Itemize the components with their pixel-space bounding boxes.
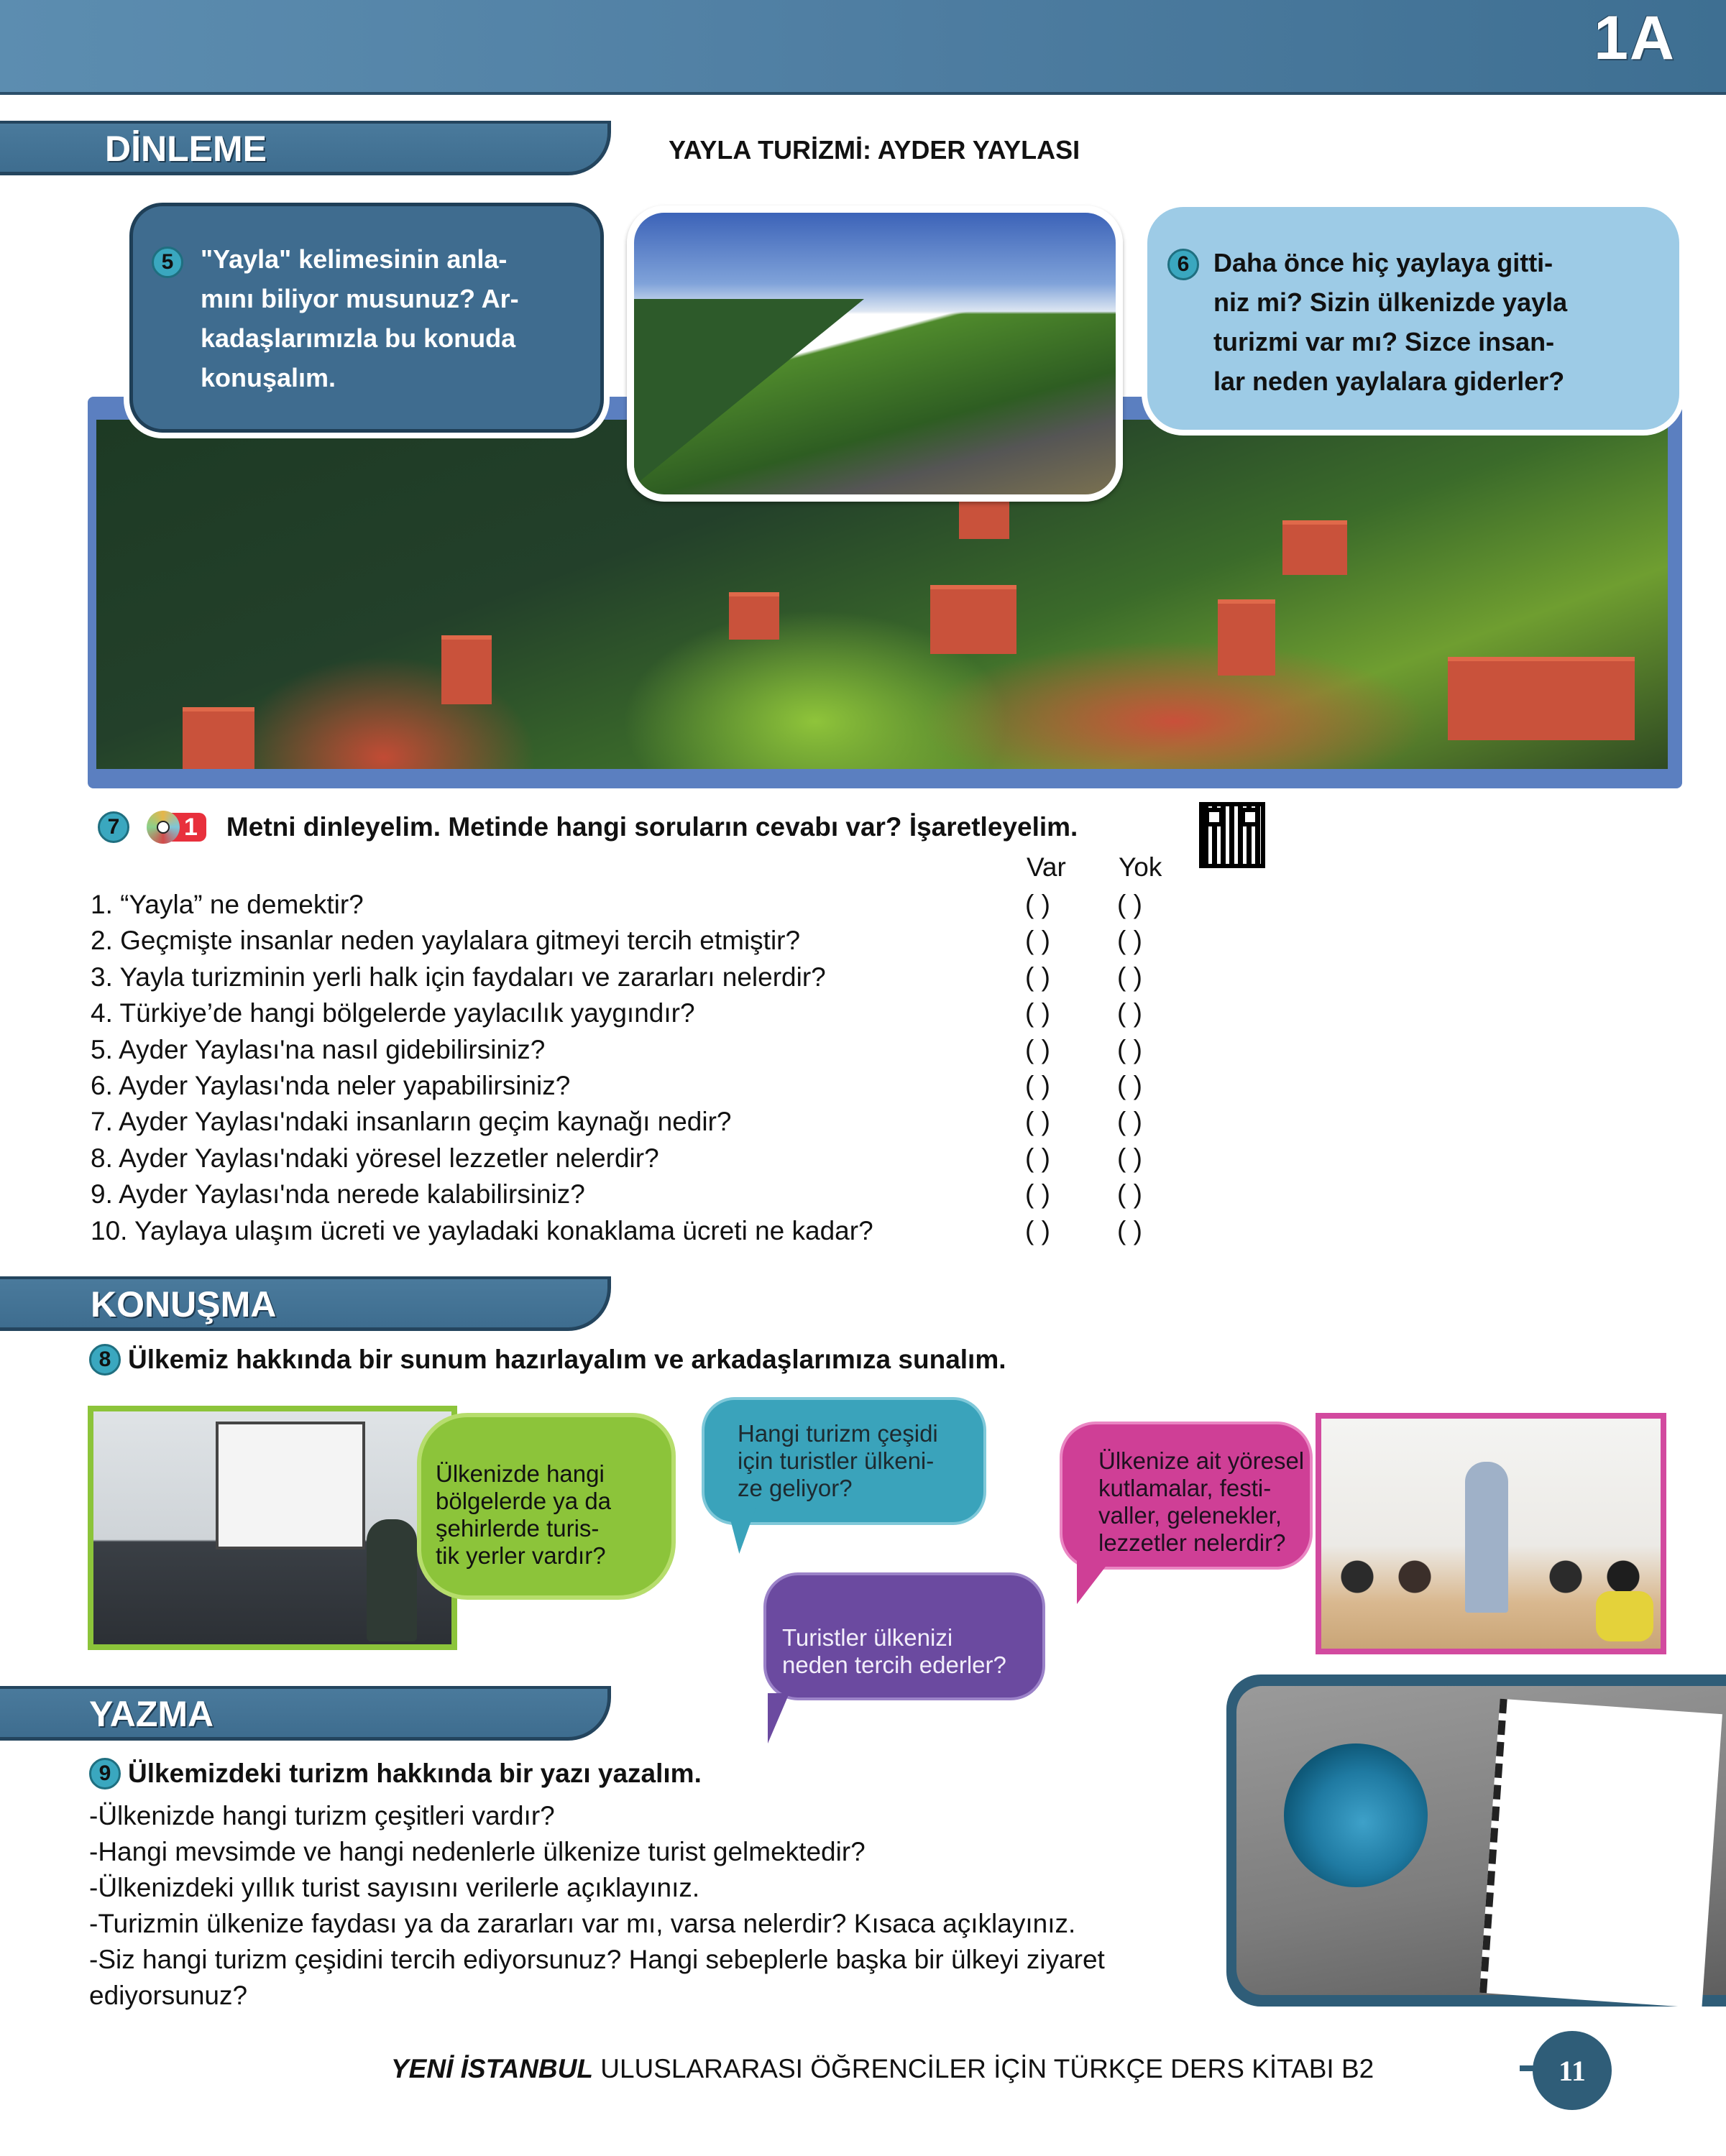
question-text: 4. Türkiye’de hangi bölgelerde yaylacılık yaygındır? (91, 998, 695, 1028)
writing-prompt-list (89, 1798, 1211, 2014)
section-title-speaking: KONUŞMA (91, 1284, 277, 1325)
checkbox-yok[interactable]: ( ) (1117, 998, 1142, 1028)
question-row (91, 959, 1212, 995)
writing-prompt: -Ülkenizdeki yıllık turist sayısını verilerle açıklayınız. (89, 1873, 700, 1902)
speech-bubble-teal (702, 1397, 986, 1525)
listening-subtitle: YAYLA TURİZMİ: AYDER YAYLASI (669, 135, 1080, 165)
question-text: 5. Ayder Yaylası'na nasıl gidebilirsiniz? (91, 1034, 546, 1064)
section-tab-writing (0, 1686, 611, 1741)
question-row (91, 1032, 1212, 1068)
checkbox-yok[interactable]: ( ) (1117, 1070, 1142, 1100)
checkbox-yok[interactable]: ( ) (1117, 1034, 1142, 1064)
checkbox-var[interactable]: ( ) (1025, 1107, 1050, 1137)
exercise-9-instruction: Ülkemizdeki turizm hakkında bir yazı yazalım. (128, 1759, 702, 1788)
checkbox-var[interactable]: ( ) (1025, 1034, 1050, 1064)
presentation-classroom-photo (88, 1406, 457, 1650)
cd-audio-icon (147, 811, 180, 844)
writing-prompt: -Turizmin ülkenize faydası ya da zararları var mı, varsa nelerdir? Kısaca açıklayınız. (89, 1909, 1076, 1938)
bubble-text: Ülkenizde hangi bölgelerde ya da şehirlerde turis- tik yerler vardır? (436, 1460, 612, 1569)
question-text: 8. Ayder Yaylası'ndaki yöresel lezzetler nelerdir? (91, 1143, 659, 1173)
question-row (91, 887, 1212, 923)
house-shape (1282, 520, 1347, 575)
speech-bubble-purple (763, 1572, 1045, 1700)
writing-prompt: -Hangi mevsimde ve hangi nedenlerle ülkenize turist gelmektedir? (89, 1837, 866, 1866)
checkbox-yok[interactable]: ( ) (1117, 890, 1142, 919)
house-shape (729, 592, 779, 640)
question-text: 9. Ayder Yaylası'nda nerede kalabilirsiniz? (91, 1179, 585, 1210)
house-shape (441, 635, 492, 704)
speech-bubble-pink (1060, 1422, 1313, 1570)
column-header-var: Var (1027, 852, 1066, 882)
section-tab-speaking (0, 1276, 611, 1331)
exercise-8-instruction: Ülkemiz hakkında bir sunum hazırlayalım ve arkadaşlarımıza sunalım. (128, 1345, 1006, 1374)
section-title-listening: DİNLEME (105, 129, 267, 169)
checkbox-yok[interactable]: ( ) (1117, 1143, 1142, 1173)
checkbox-var[interactable]: ( ) (1025, 926, 1050, 956)
exercise-number-badge: 9 (89, 1758, 121, 1789)
audio-track-badge[interactable] (147, 813, 206, 842)
house-shape (930, 585, 1016, 654)
photo-background (1236, 1686, 1726, 1995)
question-text: 1. “Yayla” ne demektir? (91, 890, 364, 919)
speech-bubble-green (417, 1413, 676, 1600)
question-text: 7. Ayder Yaylası'ndaki insanların geçim kaynağı nedir? (91, 1107, 732, 1137)
section-tab-listening (0, 121, 611, 175)
checkbox-yok[interactable]: ( ) (1117, 1215, 1142, 1245)
house-shape (1218, 599, 1275, 676)
listening-question-list (91, 887, 1212, 1249)
mountain-valley-photo (627, 206, 1123, 502)
audio-track-number: 1 (167, 813, 206, 842)
unit-label: 1A (1594, 4, 1676, 73)
exercise-7-header (98, 808, 1078, 847)
question-row (91, 923, 1212, 959)
qr-code-icon[interactable] (1199, 802, 1265, 868)
classroom-discussion-photo (1316, 1413, 1666, 1654)
question-number-badge: 6 (1167, 249, 1199, 280)
writing-prompt: -Ülkenizde hangi turizm çeşitleri vardır? (89, 1801, 555, 1830)
question-row (91, 1104, 1212, 1140)
presenter-figure (367, 1519, 417, 1641)
question-row (91, 1213, 1212, 1249)
bubble-tail (1077, 1561, 1110, 1604)
question-text: 2. Geçmişte insanlar neden yaylalara gitmeyi tercih etmiştir? (91, 926, 801, 956)
footer-book-title (391, 2054, 1374, 2084)
question-text: 6. Ayder Yaylası'nda neler yapabilirsiniz? (91, 1070, 571, 1100)
writing-prompt: -Siz hangi turizm çeşidini tercih ediyorsunuz? Hangi sebeplerle başka bir ülkeyi ziyaret ediyorsunuz? (89, 1945, 1105, 2010)
water-glass (1284, 1743, 1428, 1887)
house-shape (183, 707, 254, 769)
checkbox-yok[interactable]: ( ) (1117, 1179, 1142, 1210)
exercise-number-badge: 8 (89, 1344, 121, 1376)
checkbox-var[interactable]: ( ) (1025, 1179, 1050, 1210)
question-row (91, 1141, 1212, 1176)
page-number: 11 (1533, 2031, 1612, 2110)
footer-title-rest: ULUSLARARASI ÖĞRENCİLER İÇİN TÜRKÇE DERS KİTABI B2 (592, 2054, 1374, 2083)
checkbox-var[interactable]: ( ) (1025, 962, 1050, 992)
footer-series-name: YENİ İSTANBUL (391, 2054, 593, 2083)
question-5-text: "Yayla" kelimesinin anla- mını biliyor musunuz? Ar- kadaşlarımızla bu konuda konuşalım. (201, 244, 519, 392)
bubble-text: Turistler ülkenizi neden tercih ederler? (782, 1624, 1006, 1678)
bubble-text: Hangi turizm çeşidi için turistler ülkeni- ze geliyor? (738, 1420, 938, 1501)
exercise-9-header (89, 1758, 702, 1789)
exercise-8-header (89, 1344, 1006, 1376)
checkbox-yok[interactable]: ( ) (1117, 1107, 1142, 1137)
checkbox-yok[interactable]: ( ) (1117, 926, 1142, 956)
checkbox-var[interactable]: ( ) (1025, 1215, 1050, 1245)
question-6-box (1147, 207, 1679, 430)
section-title-writing: YAZMA (89, 1694, 214, 1734)
question-number-badge: 5 (152, 247, 183, 278)
exercise-number-badge: 7 (98, 811, 129, 843)
checkbox-yok[interactable]: ( ) (1117, 962, 1142, 992)
question-row (91, 995, 1212, 1031)
notebook-and-glass-photo (1226, 1674, 1726, 2007)
question-6-text: Daha önce hiç yaylaya gitti- niz mi? Sizin ülkenizde yayla turizmi var mı? Sizce insan- lar neden yaylalara giderler? (1213, 248, 1568, 396)
house-shape (1448, 657, 1635, 740)
question-text: 3. Yayla turizminin yerli halk için faydaları ve zararları nelerdir? (91, 962, 826, 992)
student-yellow-shirt (1596, 1591, 1653, 1641)
mountain-shape (634, 299, 864, 486)
question-text: 10. Yaylaya ulaşım ücreti ve yayladaki konaklama ücreti ne kadar? (91, 1215, 873, 1245)
checkbox-var[interactable]: ( ) (1025, 1143, 1050, 1173)
bubble-tail (768, 1693, 789, 1743)
checkbox-var[interactable]: ( ) (1025, 1070, 1050, 1100)
spiral-notebook (1479, 1699, 1722, 2007)
question-5-box (129, 203, 604, 433)
checkbox-var[interactable]: ( ) (1025, 890, 1050, 919)
column-header-yok: Yok (1119, 852, 1162, 882)
bubble-tail (710, 1508, 756, 1554)
bubble-text: Ülkenize ait yöresel kutlamalar, festi- valler, gelenekler, lezzetler nelerdir? (1098, 1447, 1305, 1556)
question-row (91, 1176, 1212, 1212)
exercise-7-instruction: Metni dinleyelim. Metinde hangi soruların cevabı var? İşaretleyelim. (226, 812, 1078, 842)
checkbox-var[interactable]: ( ) (1025, 998, 1050, 1028)
projector-screen (216, 1422, 365, 1549)
top-banner (0, 0, 1726, 95)
question-row (91, 1068, 1212, 1104)
